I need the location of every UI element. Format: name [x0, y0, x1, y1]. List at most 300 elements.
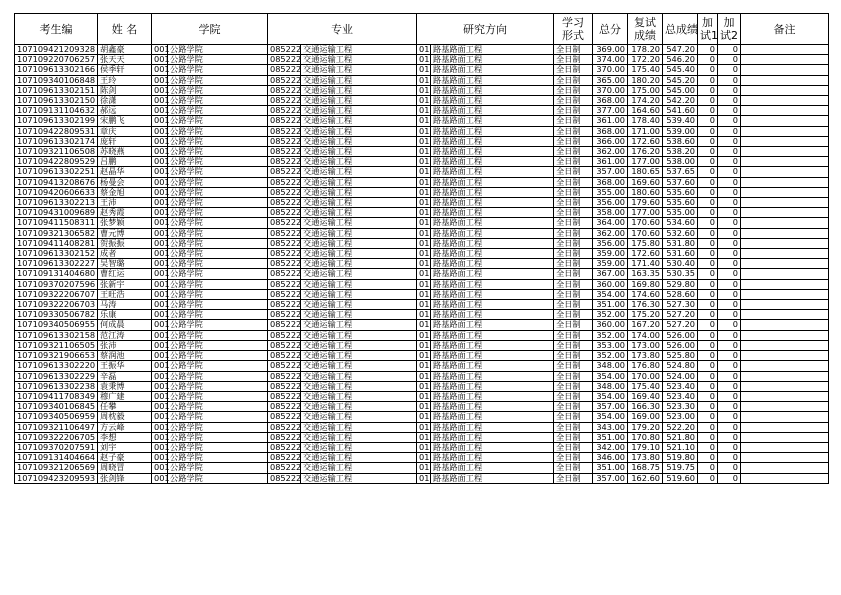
- cell-study-mode: 全日制: [554, 96, 593, 106]
- cell-major: 交通运输工程: [301, 473, 417, 483]
- cell-major-code: 085222: [268, 45, 301, 55]
- cell-total: 354.00: [593, 371, 628, 381]
- cell-college-code: 001: [152, 228, 168, 238]
- cell-college: 公路学院: [168, 310, 268, 320]
- cell-major-code: 085222: [268, 412, 301, 422]
- cell-exam-id: 107109423209593: [15, 473, 98, 483]
- cell-name: 范江涛: [98, 330, 152, 340]
- table-row: [15, 279, 829, 289]
- cell-remark: [741, 157, 829, 167]
- cell-college: 公路学院: [168, 259, 268, 269]
- cell-major: 交通运输工程: [301, 136, 417, 146]
- cell-direction-code: 01: [417, 473, 431, 483]
- cell-direction-code: 01: [417, 228, 431, 238]
- cell-exam-id: 107109340106845: [15, 402, 98, 412]
- cell-college-code: 001: [152, 402, 168, 412]
- cell-major: 交通运输工程: [301, 391, 417, 401]
- cell-college-code: 001: [152, 116, 168, 126]
- cell-total: 351.00: [593, 463, 628, 473]
- cell-final: 538.60: [663, 136, 698, 146]
- cell-major-code: 085222: [268, 187, 301, 197]
- cell-retest: 172.20: [628, 55, 663, 65]
- cell-college: 公路学院: [168, 75, 268, 85]
- table-row: [15, 330, 829, 340]
- cell-study-mode: 全日制: [554, 361, 593, 371]
- cell-retest: 173.00: [628, 340, 663, 350]
- cell-retest: 169.80: [628, 279, 663, 289]
- cell-study-mode: 全日制: [554, 238, 593, 248]
- cell-direction-code: 01: [417, 330, 431, 340]
- cell-name: 王旺浩: [98, 289, 152, 299]
- cell-study-mode: 全日制: [554, 473, 593, 483]
- cell-name: 郝远: [98, 106, 152, 116]
- table-row: [15, 116, 829, 126]
- cell-name: 张梦颖: [98, 218, 152, 228]
- cell-college-code: 001: [152, 371, 168, 381]
- cell-college: 公路学院: [168, 442, 268, 452]
- cell-major: 交通运输工程: [301, 65, 417, 75]
- cell-major: 交通运输工程: [301, 249, 417, 259]
- cell-name: 乐康: [98, 310, 152, 320]
- cell-college: 公路学院: [168, 198, 268, 208]
- cell-direction: 路基路面工程: [431, 269, 554, 279]
- cell-exam-id: 107109340506959: [15, 412, 98, 422]
- cell-college: 公路学院: [168, 320, 268, 330]
- cell-remark: [741, 473, 829, 483]
- cell-major: 交通运输工程: [301, 422, 417, 432]
- cell-bonus1: 0: [698, 340, 718, 350]
- cell-direction-code: 01: [417, 340, 431, 350]
- cell-name: 辛磊: [98, 371, 152, 381]
- cell-total: 359.00: [593, 249, 628, 259]
- cell-bonus2: 0: [718, 45, 741, 55]
- cell-bonus2: 0: [718, 289, 741, 299]
- cell-direction: 路基路面工程: [431, 300, 554, 310]
- table-row: [15, 381, 829, 391]
- cell-remark: [741, 75, 829, 85]
- cell-bonus2: 0: [718, 310, 741, 320]
- cell-study-mode: 全日制: [554, 442, 593, 452]
- cell-total: 357.00: [593, 167, 628, 177]
- cell-retest: 170.80: [628, 432, 663, 442]
- cell-remark: [741, 442, 829, 452]
- cell-study-mode: 全日制: [554, 147, 593, 157]
- table-row: [15, 463, 829, 473]
- cell-bonus1: 0: [698, 351, 718, 361]
- cell-exam-id: 107109131404680: [15, 269, 98, 279]
- cell-study-mode: 全日制: [554, 310, 593, 320]
- cell-bonus1: 0: [698, 259, 718, 269]
- cell-bonus2: 0: [718, 402, 741, 412]
- cell-direction: 路基路面工程: [431, 157, 554, 167]
- cell-bonus2: 0: [718, 218, 741, 228]
- cell-study-mode: 全日制: [554, 85, 593, 95]
- cell-major-code: 085222: [268, 126, 301, 136]
- cell-final: 521.80: [663, 432, 698, 442]
- cell-direction: 路基路面工程: [431, 45, 554, 55]
- table-row: [15, 208, 829, 218]
- cell-bonus2: 0: [718, 198, 741, 208]
- cell-bonus1: 0: [698, 473, 718, 483]
- cell-bonus2: 0: [718, 381, 741, 391]
- cell-study-mode: 全日制: [554, 167, 593, 177]
- cell-retest: 179.60: [628, 198, 663, 208]
- cell-college: 公路学院: [168, 289, 268, 299]
- cell-final: 542.20: [663, 96, 698, 106]
- cell-college-code: 001: [152, 463, 168, 473]
- cell-major: 交通运输工程: [301, 463, 417, 473]
- cell-bonus1: 0: [698, 269, 718, 279]
- cell-college-code: 001: [152, 177, 168, 187]
- cell-college-code: 001: [152, 259, 168, 269]
- cell-college-code: 001: [152, 361, 168, 371]
- cell-retest: 169.40: [628, 391, 663, 401]
- cell-bonus2: 0: [718, 300, 741, 310]
- cell-direction-code: 01: [417, 177, 431, 187]
- cell-bonus2: 0: [718, 96, 741, 106]
- cell-major-code: 085222: [268, 279, 301, 289]
- cell-exam-id: 107109613302229: [15, 371, 98, 381]
- cell-bonus2: 0: [718, 238, 741, 248]
- cell-major-code: 085222: [268, 300, 301, 310]
- cell-direction: 路基路面工程: [431, 432, 554, 442]
- cell-exam-id: 107109613302227: [15, 259, 98, 269]
- cell-study-mode: 全日制: [554, 351, 593, 361]
- cell-bonus1: 0: [698, 402, 718, 412]
- cell-remark: [741, 136, 829, 146]
- cell-direction: 路基路面工程: [431, 442, 554, 452]
- cell-final: 527.30: [663, 300, 698, 310]
- cell-total: 354.00: [593, 412, 628, 422]
- cell-study-mode: 全日制: [554, 289, 593, 299]
- cell-college: 公路学院: [168, 106, 268, 116]
- cell-total: 368.00: [593, 177, 628, 187]
- cell-major-code: 085222: [268, 228, 301, 238]
- cell-final: 527.20: [663, 320, 698, 330]
- cell-remark: [741, 402, 829, 412]
- cell-major: 交通运输工程: [301, 351, 417, 361]
- cell-direction: 路基路面工程: [431, 177, 554, 187]
- header-direction: 研究方向: [417, 14, 554, 45]
- cell-study-mode: 全日制: [554, 330, 593, 340]
- cell-college-code: 001: [152, 157, 168, 167]
- cell-major-code: 085222: [268, 371, 301, 381]
- cell-major-code: 085222: [268, 65, 301, 75]
- cell-college-code: 001: [152, 442, 168, 452]
- cell-name: 庞轩: [98, 136, 152, 146]
- cell-direction: 路基路面工程: [431, 340, 554, 350]
- cell-direction-code: 01: [417, 167, 431, 177]
- cell-bonus1: 0: [698, 310, 718, 320]
- header-bonus1: 加 试1: [698, 14, 718, 45]
- table-row: [15, 269, 829, 279]
- cell-major-code: 085222: [268, 208, 301, 218]
- cell-name: 张天天: [98, 55, 152, 65]
- cell-study-mode: 全日制: [554, 65, 593, 75]
- cell-study-mode: 全日制: [554, 106, 593, 116]
- cell-name: 李想: [98, 432, 152, 442]
- cell-college: 公路学院: [168, 65, 268, 75]
- cell-college: 公路学院: [168, 208, 268, 218]
- cell-remark: [741, 269, 829, 279]
- cell-bonus1: 0: [698, 45, 718, 55]
- cell-major-code: 085222: [268, 167, 301, 177]
- cell-college-code: 001: [152, 351, 168, 361]
- cell-exam-id: 107109370207591: [15, 442, 98, 452]
- table-row: [15, 238, 829, 248]
- cell-retest: 172.60: [628, 249, 663, 259]
- cell-exam-id: 107109420606633: [15, 187, 98, 197]
- cell-bonus1: 0: [698, 177, 718, 187]
- cell-college: 公路学院: [168, 340, 268, 350]
- cell-direction: 路基路面工程: [431, 381, 554, 391]
- cell-college-code: 001: [152, 381, 168, 391]
- cell-college-code: 001: [152, 55, 168, 65]
- cell-college-code: 001: [152, 96, 168, 106]
- cell-study-mode: 全日制: [554, 177, 593, 187]
- cell-direction-code: 01: [417, 381, 431, 391]
- cell-bonus1: 0: [698, 279, 718, 289]
- cell-direction: 路基路面工程: [431, 218, 554, 228]
- cell-direction: 路基路面工程: [431, 391, 554, 401]
- cell-bonus1: 0: [698, 116, 718, 126]
- cell-bonus2: 0: [718, 75, 741, 85]
- cell-remark: [741, 453, 829, 463]
- cell-bonus1: 0: [698, 167, 718, 177]
- cell-major-code: 085222: [268, 391, 301, 401]
- cell-retest: 170.60: [628, 218, 663, 228]
- cell-total: 354.00: [593, 289, 628, 299]
- cell-major: 交通运输工程: [301, 106, 417, 116]
- cell-exam-id: 107109370207596: [15, 279, 98, 289]
- cell-college: 公路学院: [168, 96, 268, 106]
- cell-direction: 路基路面工程: [431, 198, 554, 208]
- cell-name: 张沛: [98, 340, 152, 350]
- cell-remark: [741, 65, 829, 75]
- cell-total: 369.00: [593, 45, 628, 55]
- cell-retest: 176.30: [628, 300, 663, 310]
- cell-direction: 路基路面工程: [431, 402, 554, 412]
- cell-exam-id: 107109411408281: [15, 238, 98, 248]
- cell-study-mode: 全日制: [554, 208, 593, 218]
- cell-final: 546.20: [663, 55, 698, 65]
- cell-major: 交通运输工程: [301, 177, 417, 187]
- table-row: [15, 187, 829, 197]
- cell-study-mode: 全日制: [554, 75, 593, 85]
- cell-remark: [741, 85, 829, 95]
- cell-remark: [741, 340, 829, 350]
- table-row: [15, 136, 829, 146]
- cell-major: 交通运输工程: [301, 279, 417, 289]
- cell-retest: 169.60: [628, 177, 663, 187]
- cell-final: 538.00: [663, 157, 698, 167]
- cell-college: 公路学院: [168, 412, 268, 422]
- cell-bonus2: 0: [718, 136, 741, 146]
- cell-college: 公路学院: [168, 432, 268, 442]
- cell-direction-code: 01: [417, 279, 431, 289]
- cell-major: 交通运输工程: [301, 187, 417, 197]
- cell-study-mode: 全日制: [554, 402, 593, 412]
- cell-major: 交通运输工程: [301, 116, 417, 126]
- cell-college: 公路学院: [168, 453, 268, 463]
- header-row: [15, 14, 829, 45]
- cell-bonus2: 0: [718, 187, 741, 197]
- cell-final: 539.40: [663, 116, 698, 126]
- table-row: [15, 320, 829, 330]
- cell-total: 368.00: [593, 126, 628, 136]
- cell-final: 532.60: [663, 228, 698, 238]
- cell-major: 交通运输工程: [301, 442, 417, 452]
- cell-retest: 180.20: [628, 75, 663, 85]
- cell-direction: 路基路面工程: [431, 55, 554, 65]
- cell-final: 519.80: [663, 453, 698, 463]
- cell-study-mode: 全日制: [554, 391, 593, 401]
- cell-study-mode: 全日制: [554, 320, 593, 330]
- cell-remark: [741, 371, 829, 381]
- cell-bonus2: 0: [718, 351, 741, 361]
- cell-direction: 路基路面工程: [431, 279, 554, 289]
- cell-final: 529.80: [663, 279, 698, 289]
- table-row: [15, 310, 829, 320]
- cell-name: 蔡润池: [98, 351, 152, 361]
- cell-total: 357.00: [593, 402, 628, 412]
- cell-major: 交通运输工程: [301, 85, 417, 95]
- cell-college: 公路学院: [168, 371, 268, 381]
- table-row: [15, 177, 829, 187]
- cell-total: 361.00: [593, 116, 628, 126]
- cell-direction-code: 01: [417, 126, 431, 136]
- cell-study-mode: 全日制: [554, 432, 593, 442]
- cell-total: 354.00: [593, 391, 628, 401]
- cell-direction: 路基路面工程: [431, 228, 554, 238]
- cell-major-code: 085222: [268, 259, 301, 269]
- cell-bonus1: 0: [698, 65, 718, 75]
- header-bonus2: 加 试2: [718, 14, 741, 45]
- cell-name: 周晓冒: [98, 463, 152, 473]
- cell-retest: 176.80: [628, 361, 663, 371]
- cell-college-code: 001: [152, 269, 168, 279]
- cell-direction-code: 01: [417, 45, 431, 55]
- cell-college-code: 001: [152, 340, 168, 350]
- header-college: 学院: [152, 14, 268, 45]
- cell-name: 陈剑: [98, 85, 152, 95]
- table-row: [15, 422, 829, 432]
- cell-name: 胡鑫豪: [98, 45, 152, 55]
- cell-college-code: 001: [152, 453, 168, 463]
- cell-college-code: 001: [152, 126, 168, 136]
- cell-final: 525.80: [663, 351, 698, 361]
- cell-study-mode: 全日制: [554, 45, 593, 55]
- table-row: [15, 106, 829, 116]
- cell-major: 交通运输工程: [301, 208, 417, 218]
- table-row: [15, 55, 829, 65]
- cell-bonus2: 0: [718, 391, 741, 401]
- cell-final: 523.40: [663, 391, 698, 401]
- cell-bonus1: 0: [698, 208, 718, 218]
- cell-college-code: 001: [152, 249, 168, 259]
- cell-final: 538.20: [663, 147, 698, 157]
- cell-major-code: 085222: [268, 177, 301, 187]
- cell-total: 364.00: [593, 218, 628, 228]
- cell-total: 362.00: [593, 147, 628, 157]
- cell-bonus2: 0: [718, 106, 741, 116]
- cell-major-code: 085222: [268, 289, 301, 299]
- cell-bonus1: 0: [698, 361, 718, 371]
- cell-remark: [741, 300, 829, 310]
- cell-direction-code: 01: [417, 402, 431, 412]
- cell-exam-id: 107109322206703: [15, 300, 98, 310]
- cell-name: 刘宇: [98, 442, 152, 452]
- cell-direction: 路基路面工程: [431, 320, 554, 330]
- cell-college: 公路学院: [168, 402, 268, 412]
- cell-direction-code: 01: [417, 85, 431, 95]
- cell-remark: [741, 45, 829, 55]
- cell-bonus2: 0: [718, 412, 741, 422]
- cell-study-mode: 全日制: [554, 279, 593, 289]
- cell-study-mode: 全日制: [554, 55, 593, 65]
- cell-major-code: 085222: [268, 269, 301, 279]
- cell-total: 377.00: [593, 106, 628, 116]
- cell-exam-id: 107109613302199: [15, 116, 98, 126]
- cell-direction-code: 01: [417, 432, 431, 442]
- cell-college-code: 001: [152, 300, 168, 310]
- header-major: 专业: [268, 14, 417, 45]
- cell-bonus1: 0: [698, 453, 718, 463]
- cell-direction: 路基路面工程: [431, 96, 554, 106]
- cell-name: 宋鹏飞: [98, 116, 152, 126]
- cell-direction: 路基路面工程: [431, 473, 554, 483]
- cell-major-code: 085222: [268, 442, 301, 452]
- cell-remark: [741, 208, 829, 218]
- cell-name: 贺振振: [98, 238, 152, 248]
- cell-retest: 178.40: [628, 116, 663, 126]
- cell-direction-code: 01: [417, 300, 431, 310]
- cell-college: 公路学院: [168, 473, 268, 483]
- cell-bonus1: 0: [698, 381, 718, 391]
- cell-direction-code: 01: [417, 187, 431, 197]
- cell-major-code: 085222: [268, 361, 301, 371]
- cell-major-code: 085222: [268, 55, 301, 65]
- cell-bonus1: 0: [698, 85, 718, 95]
- cell-college-code: 001: [152, 147, 168, 157]
- cell-direction-code: 01: [417, 147, 431, 157]
- cell-college: 公路学院: [168, 381, 268, 391]
- cell-retest: 172.60: [628, 136, 663, 146]
- cell-college-code: 001: [152, 75, 168, 85]
- cell-exam-id: 107109613302152: [15, 249, 98, 259]
- cell-remark: [741, 96, 829, 106]
- cell-bonus1: 0: [698, 106, 718, 116]
- cell-major: 交通运输工程: [301, 96, 417, 106]
- cell-major-code: 085222: [268, 402, 301, 412]
- cell-major-code: 085222: [268, 463, 301, 473]
- table-row: [15, 402, 829, 412]
- cell-direction-code: 01: [417, 463, 431, 473]
- cell-retest: 166.30: [628, 402, 663, 412]
- cell-college: 公路学院: [168, 177, 268, 187]
- cell-retest: 178.20: [628, 45, 663, 55]
- cell-bonus1: 0: [698, 218, 718, 228]
- table-row: [15, 432, 829, 442]
- cell-retest: 180.60: [628, 187, 663, 197]
- cell-direction: 路基路面工程: [431, 136, 554, 146]
- cell-bonus1: 0: [698, 320, 718, 330]
- cell-direction: 路基路面工程: [431, 187, 554, 197]
- cell-total: 360.00: [593, 320, 628, 330]
- cell-college: 公路学院: [168, 422, 268, 432]
- cell-retest: 170.60: [628, 228, 663, 238]
- cell-name: 赵子豪: [98, 453, 152, 463]
